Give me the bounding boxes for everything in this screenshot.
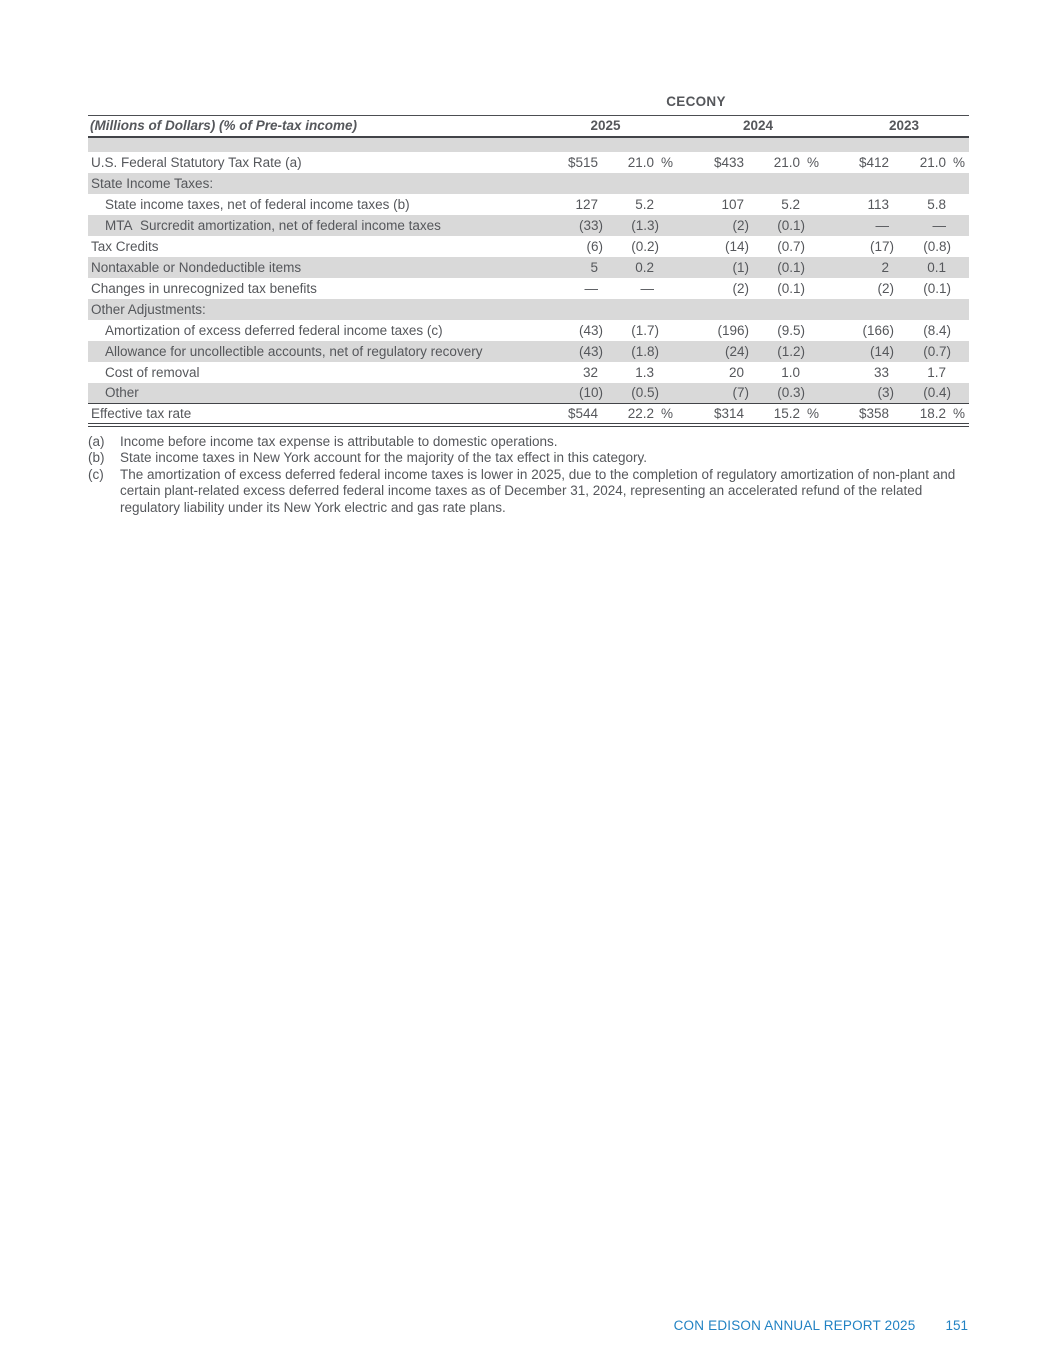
- percent-cell: (0.2): [631, 238, 660, 254]
- empty-cell: [518, 299, 969, 320]
- amount-cell: 107: [721, 196, 745, 212]
- amount-cell: —: [875, 217, 890, 233]
- amount-cell: (43): [578, 322, 603, 338]
- percent-cell: (9.5): [777, 322, 806, 338]
- percent-cell: 5.2: [781, 196, 801, 212]
- percent-cell: 15.2 %: [748, 404, 823, 425]
- percent-cell: (0.5): [631, 385, 660, 401]
- spacer-row: [88, 137, 969, 152]
- row-label: Tax Credits: [91, 238, 159, 254]
- amount-cell: (196): [717, 322, 750, 338]
- percent-cell: (0.1): [777, 280, 806, 296]
- table-row: [88, 194, 969, 215]
- percent-cell: (8.4): [923, 322, 952, 338]
- tax-reconciliation-table: [88, 115, 969, 427]
- percent-cell: —: [640, 280, 655, 296]
- row-label: Nontaxable or Nondeductible items: [91, 259, 302, 275]
- percent-cell: (0.3): [777, 385, 806, 401]
- table-row: [88, 278, 969, 299]
- percent-cell: 0.1: [927, 259, 947, 275]
- amount-cell: (33): [578, 217, 603, 233]
- percent-cell: (1.7): [631, 322, 660, 338]
- amount-cell: $515: [567, 154, 598, 170]
- percent-cell: (1.8): [631, 343, 660, 359]
- footnote: [88, 467, 969, 517]
- page-content: [88, 94, 969, 516]
- row-label: Other Adjustments:: [91, 301, 206, 317]
- footnote-marker: (c): [88, 466, 104, 482]
- table-title: CECONY: [666, 94, 726, 109]
- amount-cell: (14): [870, 343, 895, 359]
- percent-cell: 1.0: [781, 364, 801, 380]
- amount-cell: (2): [732, 217, 750, 233]
- year-column-header: 2025: [518, 116, 677, 137]
- footnote-text: State income taxes in New York account for the majority of the tax effect in this category.: [120, 450, 648, 465]
- percent-cell: (0.4): [923, 385, 952, 401]
- amount-cell: $314: [677, 404, 748, 425]
- table-row: [88, 299, 969, 320]
- percent-cell: 1.7: [927, 364, 947, 380]
- table-row: [88, 341, 969, 362]
- amount-cell: (2): [732, 280, 750, 296]
- percent-cell: 18.2 %: [893, 404, 969, 425]
- amount-cell: (17): [870, 238, 895, 254]
- amount-cell: $544: [518, 404, 602, 425]
- percent-cell: (0.7): [923, 343, 952, 359]
- amount-cell: (10): [578, 385, 603, 401]
- amount-cell: $433: [713, 154, 745, 170]
- amount-cell: (3): [877, 385, 895, 401]
- row-label: Effective tax rate: [88, 404, 518, 425]
- percent-cell: 21.0 %: [919, 154, 966, 170]
- row-label: Amortization of excess deferred federal income taxes (c): [105, 322, 443, 338]
- amount-cell: (14): [725, 238, 750, 254]
- row-label: State Income Taxes:: [91, 175, 214, 191]
- percent-cell: 22.2 %: [602, 404, 677, 425]
- percent-cell: (0.1): [777, 217, 806, 233]
- table-header-label: (Millions of Dollars) (% of Pre-tax income): [88, 116, 518, 137]
- table-row: [88, 173, 969, 194]
- footnote-text: Income before income tax expense is attributable to domestic operations.: [120, 433, 558, 449]
- table-header-row: [88, 116, 969, 137]
- percent-cell: (1.3): [631, 217, 660, 233]
- amount-cell: (1): [732, 259, 750, 275]
- row-label: Other: [105, 385, 139, 401]
- percent-cell: —: [932, 217, 947, 233]
- footnote: [88, 450, 969, 467]
- table-row: [88, 152, 969, 173]
- year-column-header: 2024: [677, 116, 823, 137]
- amount-cell: (6): [586, 238, 603, 254]
- amount-cell: (24): [725, 343, 750, 359]
- table-row: [88, 362, 969, 383]
- footnote-marker: (b): [88, 450, 105, 465]
- table-row: [88, 383, 969, 404]
- percent-cell: 1.3: [635, 364, 655, 380]
- percent-cell: (0.1): [923, 280, 952, 296]
- percent-cell: (1.2): [777, 343, 806, 359]
- percent-cell: (0.7): [777, 238, 806, 254]
- row-label: MTA Surcredit amortization, net of federal income taxes: [105, 217, 441, 233]
- percent-cell: (0.8): [923, 238, 952, 254]
- footnote-marker: (a): [88, 433, 105, 449]
- percent-cell: 0.2: [635, 259, 655, 275]
- amount-cell: —: [584, 280, 598, 296]
- row-label: Changes in unrecognized tax benefits: [91, 280, 317, 296]
- year-column-header: 2023: [823, 116, 969, 137]
- amount-cell: $412: [858, 154, 890, 170]
- table-row: [88, 320, 969, 341]
- percent-cell: (0.1): [777, 259, 806, 275]
- percent-cell: 21.0 %: [773, 154, 820, 170]
- amount-cell: 20: [728, 364, 745, 380]
- table-row: [88, 257, 969, 278]
- amount-cell: (43): [578, 343, 603, 359]
- amount-cell: (166): [862, 322, 895, 338]
- table-row: [88, 404, 969, 425]
- amount-cell: 5: [590, 259, 598, 275]
- footnote-text: The amortization of excess deferred federal income taxes is lower in 2025, due to the completion of regulatory amortization of non-plant and certain plant-related excess deferred federal income taxes as of December 31, 2024, representing an accelerated refund of the related regulatory liability under its New York electric and gas rate plans.: [120, 466, 956, 515]
- amount-cell: 33: [874, 364, 890, 380]
- empty-cell: [518, 173, 969, 194]
- row-label: U.S. Federal Statutory Tax Rate (a): [91, 154, 302, 170]
- table-row: [88, 236, 969, 257]
- percent-cell: 5.2: [635, 196, 655, 212]
- row-label: Allowance for uncollectible accounts, net of regulatory recovery: [105, 343, 483, 359]
- percent-cell: 5.8: [927, 196, 947, 212]
- row-label: Cost of removal: [105, 364, 200, 380]
- table-row: [88, 215, 969, 236]
- page-number: 151: [945, 1318, 968, 1333]
- table-title-row: [88, 94, 969, 115]
- amount-cell: 113: [867, 196, 890, 212]
- amount-cell: $358: [823, 404, 893, 425]
- amount-cell: 2: [881, 259, 890, 275]
- footnotes: [88, 434, 969, 517]
- amount-cell: (2): [877, 280, 895, 296]
- amount-cell: 127: [575, 196, 598, 212]
- report-title: CON EDISON ANNUAL REPORT 2025: [673, 1318, 916, 1333]
- percent-cell: 21.0 %: [627, 154, 674, 170]
- page-footer: [674, 1318, 968, 1333]
- amount-cell: (7): [732, 385, 750, 401]
- row-label: State income taxes, net of federal income taxes (b): [105, 196, 410, 212]
- footnote: [88, 434, 969, 451]
- amount-cell: 32: [582, 364, 598, 380]
